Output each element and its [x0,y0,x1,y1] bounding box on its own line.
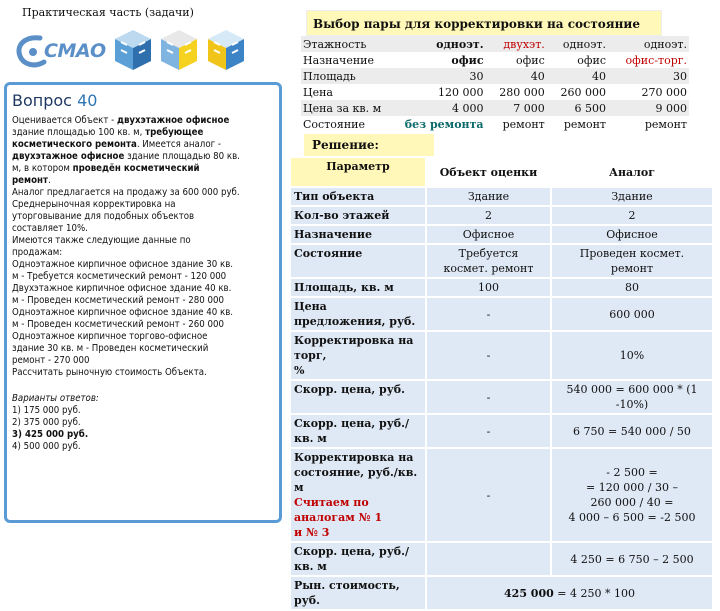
question-text-segment: составляет 10%. [12,223,88,234]
question-line [12,343,274,355]
param-cell: Корректировка на состояние, руб./кв. м Считаем по аналогам № 1 и № 3 [290,448,426,542]
question-text-segment: Аналог предлагается на продажу за 600 000 руб. [12,187,240,198]
pair-row [301,52,689,68]
question-line [12,307,274,319]
pair-row [301,116,689,132]
question-text-segment: Одноэтажное кирпичное офисное здание 30 кв. [12,259,234,270]
solution-row [290,576,713,610]
solution-row [290,331,713,380]
pair-row [301,68,689,84]
object-cell: - [426,414,551,448]
pair-row-label: Назначение [303,53,374,67]
question-line [12,367,274,379]
answers-label: Варианты ответов: [12,393,99,404]
pair-cell: одноэт. [547,36,608,52]
param-cell: Скорр. цена, руб./кв. м [290,542,426,576]
pair-row [301,36,689,52]
question-line [12,139,274,151]
pair-cell: 9 000 [608,100,689,116]
solution-row [290,206,713,225]
question-text-segment: двухэтажное офисное [12,151,125,162]
solution-title: Решение: [312,138,379,152]
question-text-segment: м - Проведен косметический ремонт - 280 000 [12,295,224,306]
solution-row [290,297,713,331]
pair-cell: одноэт. [608,36,689,52]
param-note: Считаем по аналогам № 1 и № 3 [294,496,383,539]
final-value-cell [426,576,713,610]
question-line [12,199,274,211]
param-cell: Назначение [290,225,426,244]
solution-row [290,380,713,414]
pair-row [301,84,689,100]
final-value: 425 000 [504,586,554,600]
pair-selection-title: Выбор пары для корректировки на состояние [313,17,640,31]
question-text-segment: Среднерыночная корректировка на [12,199,176,210]
param-cell: Скорр. цена, руб./кв. м [290,414,426,448]
object-cell: - [426,297,551,331]
question-line [12,247,274,259]
analog-cell: Офисное [551,225,713,244]
answers-block [12,393,274,453]
answer-option: 4) 500 000 руб. [12,441,81,452]
question-text-segment: здание площадью 80 кв. [124,151,240,162]
object-cell: - [426,331,551,380]
question-line [12,319,274,331]
question-line [12,271,274,283]
question-text-segment: м - Проведен косметический ремонт - 260 000 [12,319,224,330]
question-text-segment: продажам: [12,247,63,258]
solution-row [290,225,713,244]
analog-cell: Проведен космет. ремонт [551,244,713,278]
question-line [12,283,274,295]
rubik-cube-icon [113,28,153,72]
question-text-segment: требующее [145,127,204,138]
param-cell: Тип объекта [290,187,426,206]
answers-list [12,405,274,453]
pair-cell: 40 [547,68,608,84]
object-cell: Офисное [426,225,551,244]
param-cell: Рын. стоимость, руб. [290,576,426,610]
question-line [12,151,274,163]
rubik-cube-icon [206,28,246,72]
pair-selection-title-box [306,10,662,36]
smao-logo [14,32,106,72]
pair-cell: офис [451,53,484,67]
pair-cell: офис [577,53,607,67]
col-header-object: Объект оценки [426,157,551,187]
question-text [12,115,274,379]
question-line [12,259,274,271]
object-cell: - [426,448,551,542]
pair-cell: 30 [383,68,485,84]
pair-row-label: Цена [303,85,333,99]
object-cell: 100 [426,278,551,297]
question-line [12,127,274,139]
question-text-segment: . Имеется аналог - [136,139,221,150]
param-cell: Состояние [290,244,426,278]
analog-cell: 2 [551,206,713,225]
question-text-segment: уторговывание для подобных объектов [12,211,195,222]
question-text-segment: ремонт - 270 000 [12,355,90,366]
object-cell [426,542,551,576]
pair-cell: 7 000 [486,100,547,116]
question-line [12,223,274,235]
pair-cell: 280 000 [499,85,545,99]
analog-cell: 10% [551,331,713,380]
param-cell: Корректировка на торг, % [290,331,426,380]
object-cell: Здание [426,187,551,206]
rubik-cube-icon [159,28,199,72]
pair-row-label: Этажность [301,36,383,52]
col-header-analog: Аналог [551,157,713,187]
analog-cell: 4 250 = 6 750 – 2 500 [551,542,713,576]
final-formula: = 4 250 * 100 [553,586,635,600]
analog-cell: - 2 500 = = 120 000 / 30 – 260 000 / 40 = 4 000 – 6 500 = -2 500 [551,448,713,542]
question-line [12,175,274,187]
question-line [12,295,274,307]
pair-cell: ремонт [644,117,687,131]
solution-row [290,278,713,297]
solution-header-row [290,157,713,187]
question-line [12,187,274,199]
question-line [12,331,274,343]
analog-cell: Здание [551,187,713,206]
question-text-segment: проведён косметический [72,163,200,174]
logo-text: СМАО [44,40,106,62]
col-header-param: Параметр [290,157,426,187]
solution-row [290,244,713,278]
param-cell: Кол-во этажей [290,206,426,225]
analog-cell: 80 [551,278,713,297]
question-line [12,211,274,223]
question-text-segment: м, в котором [12,163,73,174]
question-line [12,115,274,127]
question-heading: Вопрос 40 [12,91,98,110]
solution-row [290,414,713,448]
pair-cell: 4 000 [383,100,485,116]
pair-cell: 6 500 [547,100,608,116]
solution-row [290,448,713,542]
pair-cell: одноэт. [383,36,485,52]
pair-row-label: Цена за кв. м [303,101,382,115]
question-text-segment: Двухэтажное кирпичное офисное здание 40 кв. [12,283,232,294]
param-cell: Площадь, кв. м [290,278,426,297]
solution-row [290,187,713,206]
question-line [12,235,274,247]
pair-row-label: Площадь [301,68,383,84]
object-cell: Требуется космет. ремонт [426,244,551,278]
pair-cell: 260 000 [560,85,607,99]
question-text-segment: здание площадью 100 кв. м, [12,127,146,138]
question-text-segment: здание 30 кв. м - Проведен косметический [12,343,209,354]
question-text-segment: двухэтажное офисное [116,115,230,126]
solution-title-box [304,134,434,156]
pair-cell: 120 000 [438,85,484,99]
question-text-segment: . [48,175,51,186]
question-text-segment: ремонт [12,175,48,186]
question-line [12,163,274,175]
question-panel [4,82,282,523]
analog-cell: 600 000 [551,297,713,331]
question-number: 40 [77,91,98,110]
pair-cell: 40 [486,68,547,84]
pair-cell: двухэт. [486,36,547,52]
pair-cell: 30 [608,68,689,84]
pair-cell: офис [516,53,545,67]
pair-cell: 270 000 [641,85,687,99]
question-text-segment: Одноэтажное кирпичное офисное здание 40 кв. [12,307,234,318]
object-cell: - [426,380,551,414]
analog-cell: 6 750 = 540 000 / 50 [551,414,713,448]
answer-option: 1) 175 000 руб. [12,405,81,416]
object-cell: 2 [426,206,551,225]
pair-cell: ремонт [563,117,607,131]
pair-selection-table [301,36,689,132]
question-text-segment: Оценивается Объект - [12,115,117,126]
pair-cell: ремонт [502,117,545,131]
question-text-segment: м - Требуется косметический ремонт - 120 000 [12,271,227,282]
question-text-segment: Одноэтажное кирпичное торгово-офисное [12,331,208,342]
param-cell: Скорр. цена, руб. [290,380,426,414]
pair-cell: без ремонта [404,117,484,131]
question-text-segment: Рассчитать рыночную стоимость Объекта. [12,367,207,378]
answer-option: 2) 375 000 руб. [12,417,81,428]
pair-row [301,100,689,116]
analog-cell: 540 000 = 600 000 * (1 -10%) [551,380,713,414]
pair-row-label: Состояние [303,117,366,131]
solution-table [289,156,714,611]
question-text-segment: косметического ремонта [12,139,137,150]
solution-row [290,542,713,576]
param-cell: Цена предложения, руб. [290,297,426,331]
section-title: Практическая часть (задачи) [22,6,194,19]
question-line [12,355,274,367]
pair-cell: офис-торг. [625,53,687,67]
answer-option: 3) 425 000 руб. [12,429,89,440]
question-text-segment: Имеются также следующие данные по [12,235,191,246]
